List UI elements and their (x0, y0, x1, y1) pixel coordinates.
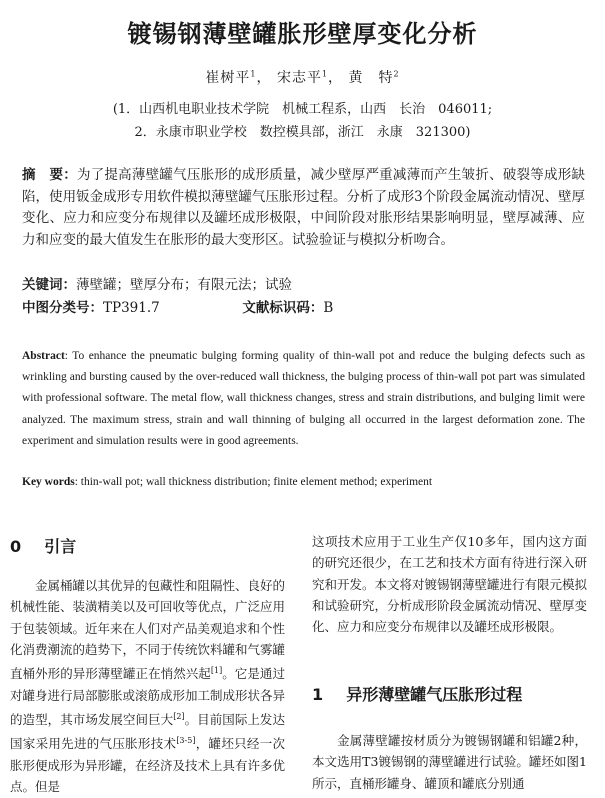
section-number: 0 (10, 537, 22, 556)
abstract-en-text: : To enhance the pneumatic bulging forming quality of thin-wall pot and reduce the bulging defects such as wrinkling and bursting caused by the over-reduced wall thickness, the bulging process of thin-wall pot part was simulated with professional software. The metal flow, wall thickness changes, stress and strain distributions, and bulging limit were analyzed. The maximum stress, strain and wall thinning of bulging all occurred in the largest deformation zone. The experiment and simulation results were in good agreements. (22, 350, 585, 447)
keywords-en (22, 472, 585, 493)
author-name: 黄 特 (348, 70, 394, 86)
citation: [2] (173, 711, 185, 721)
section-heading-introduction (10, 534, 76, 557)
author-name: 宋志平 (276, 70, 322, 86)
clc-label: 中图分类号： (22, 300, 103, 316)
section-title: 引言 (44, 537, 77, 556)
author-line: 崔树平$^1$， 宋志平$^1$， 黄 特$^2$ (205, 69, 400, 86)
abstract-cn-label: 摘 要： (22, 167, 77, 183)
affiliation-line: (1．山西机电职业技术学院 机械工程系，山西 长治 046011; (112, 102, 493, 117)
author-name: 崔树平 (205, 70, 251, 86)
intro-paragraph-continued: 这项技术应用于工业生产仅10多年，国内这方面的研究还很少，在工艺和技术方面有待进行深入研究和开发。本文将对镀锡钢薄壁罐进行有限元模拟和试验研究，分析成形阶段金属流动情况、壁厚变化、应力和应变分布规律以及罐坯成形极限。 (312, 534, 588, 635)
section1-paragraph: 金属薄壁罐按材质分为镀锡钢罐和铝罐2种，本文选用T3镀锡钢的薄壁罐进行试验。罐坯如图1所示，直桶形罐身、罐顶和罐底分别通 (312, 733, 587, 791)
paper-title: 镀锡钢薄壁罐胀形壁厚变化分析 (127, 20, 478, 48)
keywords-en-label: Key words (22, 476, 75, 488)
doc-code-value: B (323, 300, 334, 316)
author-affil-mark: 1 (321, 69, 329, 79)
keywords-cn (22, 275, 585, 297)
citation: [3-5] (176, 736, 196, 746)
section-number: 1 (312, 685, 324, 704)
author-affil-mark: 1 (250, 69, 257, 79)
keywords-en-text: : thin-wall pot; wall thickness distribution; finite element method; experiment (74, 476, 433, 488)
doc-code-label: 文献标识码： (242, 300, 324, 316)
abstract-en-label: Abstract (22, 350, 65, 362)
abstract-cn (22, 165, 585, 251)
section-title: 异形薄壁罐气压胀形过程 (346, 685, 523, 704)
abstract-cn-text: 为了提高薄壁罐气压胀形的成形质量，减少壁厚严重减薄而产生皱折、破裂等成形缺陷，使用钣金成形专用软件模拟薄壁罐气压胀形过程。分析了成形3个阶段金属流动情况、壁厚变化、应力和应变分布规律以及罐坯成形极限，中间阶段对胀形结果影响明显，壁厚减薄、应力和应变的最大值发生在胀形的最大变形区。试验验证与模拟分析吻合。 (22, 167, 586, 248)
author-affil-mark: 2 (393, 69, 400, 79)
affiliation-line: 2．永康市职业学校 数控模具部，浙江 永康 321300) (134, 125, 471, 140)
intro-paragraph: 金属桶罐以其优异的包藏性和阻隔性、良好的机械性能、装潢精美以及可回收等优点，广泛应用于包装领域。近年来在人们对产品美观追求和个性化消费潮流的趋势下，不同于传统饮料罐和气雾罐直桶外形的异形薄壁罐正在悄然兴起[1]。它是通过对罐身进行局部膨胀或滚筋成形加工制成形状各异的造型，其市场发展空间巨大[2]。目前国际上发达国家采用先进的气压胀形技术[3-5]，罐坯只经一次胀形便成形为异形罐，在经济及技术上具有许多优点。但是 (10, 578, 286, 795)
section-heading-bulging-process (312, 682, 522, 705)
abstract-en (22, 346, 585, 452)
citation: [1] (210, 666, 223, 676)
keywords-cn-label: 关键词： (22, 277, 76, 293)
clc-value: TP391.7 (103, 300, 160, 316)
keywords-cn-text: 薄壁罐；壁厚分布；有限元法；试验 (76, 277, 292, 293)
classification-line (22, 298, 585, 320)
